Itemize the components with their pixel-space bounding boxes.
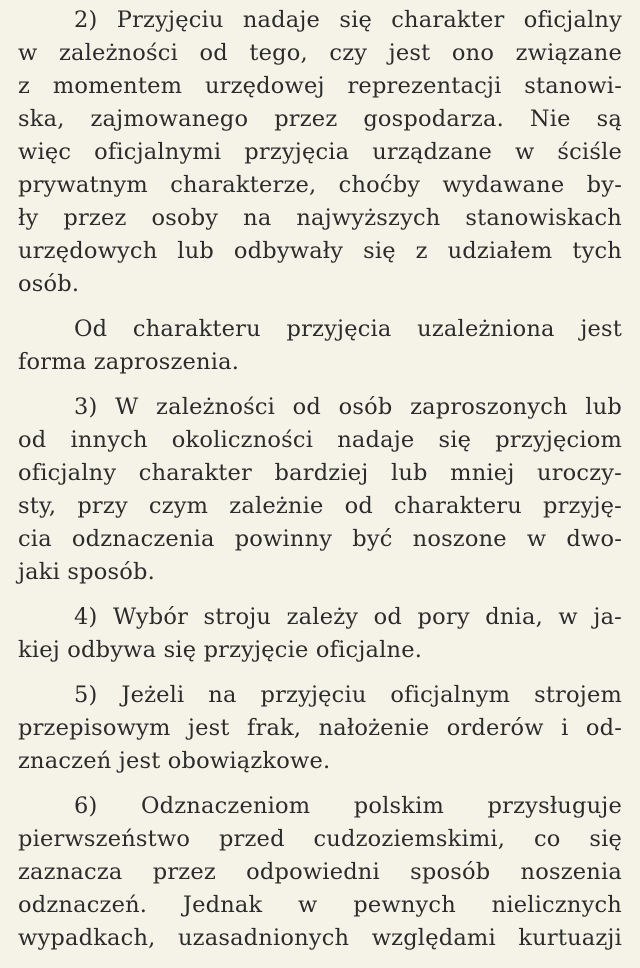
text-line: sty, przy czym zależnie od charakteru przyję-: [18, 493, 622, 519]
text-line: więc oficjalnymi przyjęcia urządzane w ściśle: [18, 139, 622, 165]
text-line: 4) Wybór stroju zależy od pory dnia, w ja-: [74, 604, 622, 630]
text-line: jaki sposób.: [18, 559, 155, 585]
text-line: z momentem urzędowej reprezentacji stanowi-: [18, 73, 622, 99]
text-line: 5) Jeżeli na przyjęciu oficjalnym strojem: [74, 682, 622, 708]
text-line: ły przez osoby na najwyższych stanowiskach: [18, 205, 622, 231]
text-line: pierwszeństwo przed cudzoziemskimi, co się: [18, 826, 622, 852]
text-line: wypadkach, uzasadnionych względami kurtuazji: [18, 925, 622, 951]
text-line: oficjalny charakter bardziej lub mniej uroczy-: [18, 460, 622, 486]
paragraph-2: [18, 4, 622, 301]
text-line: w zależności od tego, czy jest ono związane: [18, 40, 622, 66]
text-line: forma zaproszenia.: [18, 349, 240, 375]
text-line: odznaczeń. Jednak w pewnych nielicznych: [18, 892, 622, 918]
text-line: od innych okoliczności nadaje się przyjęciom: [18, 427, 622, 453]
paragraph-5: [18, 679, 622, 778]
text-line: prywatnym charakterze, choćby wydawane by-: [18, 172, 622, 198]
paragraph-4: [18, 601, 622, 667]
text-line: 6) Odznaczeniom polskim przysługuje: [74, 793, 622, 819]
paragraph-3: [18, 391, 622, 589]
text-line: przepisowym jest frak, nałożenie orderów i od-: [18, 715, 622, 741]
text-line: znaczeń jest obowiązkowe.: [18, 748, 331, 774]
paragraph-form: [18, 313, 622, 379]
paragraph-6: [18, 790, 622, 955]
text-line: 3) W zależności od osób zaproszonych lub: [74, 394, 622, 420]
text-line: 2) Przyjęciu nadaje się charakter oficjalny: [74, 7, 622, 33]
text-line: osób.: [18, 271, 80, 297]
text-line: kiej odbywa się przyjęcie oficjalne.: [18, 637, 423, 663]
text-line: cia odznaczenia powinny być noszone w dwo-: [18, 526, 622, 552]
text-line: ska, zajmowanego przez gospodarza. Nie są: [18, 106, 622, 132]
text-line: zaznacza przez odpowiedni sposób noszenia: [18, 859, 622, 885]
text-line: Od charakteru przyjęcia uzależniona jest: [74, 316, 622, 342]
text-line: urzędowych lub odbywały się z udziałem tych: [18, 238, 622, 264]
